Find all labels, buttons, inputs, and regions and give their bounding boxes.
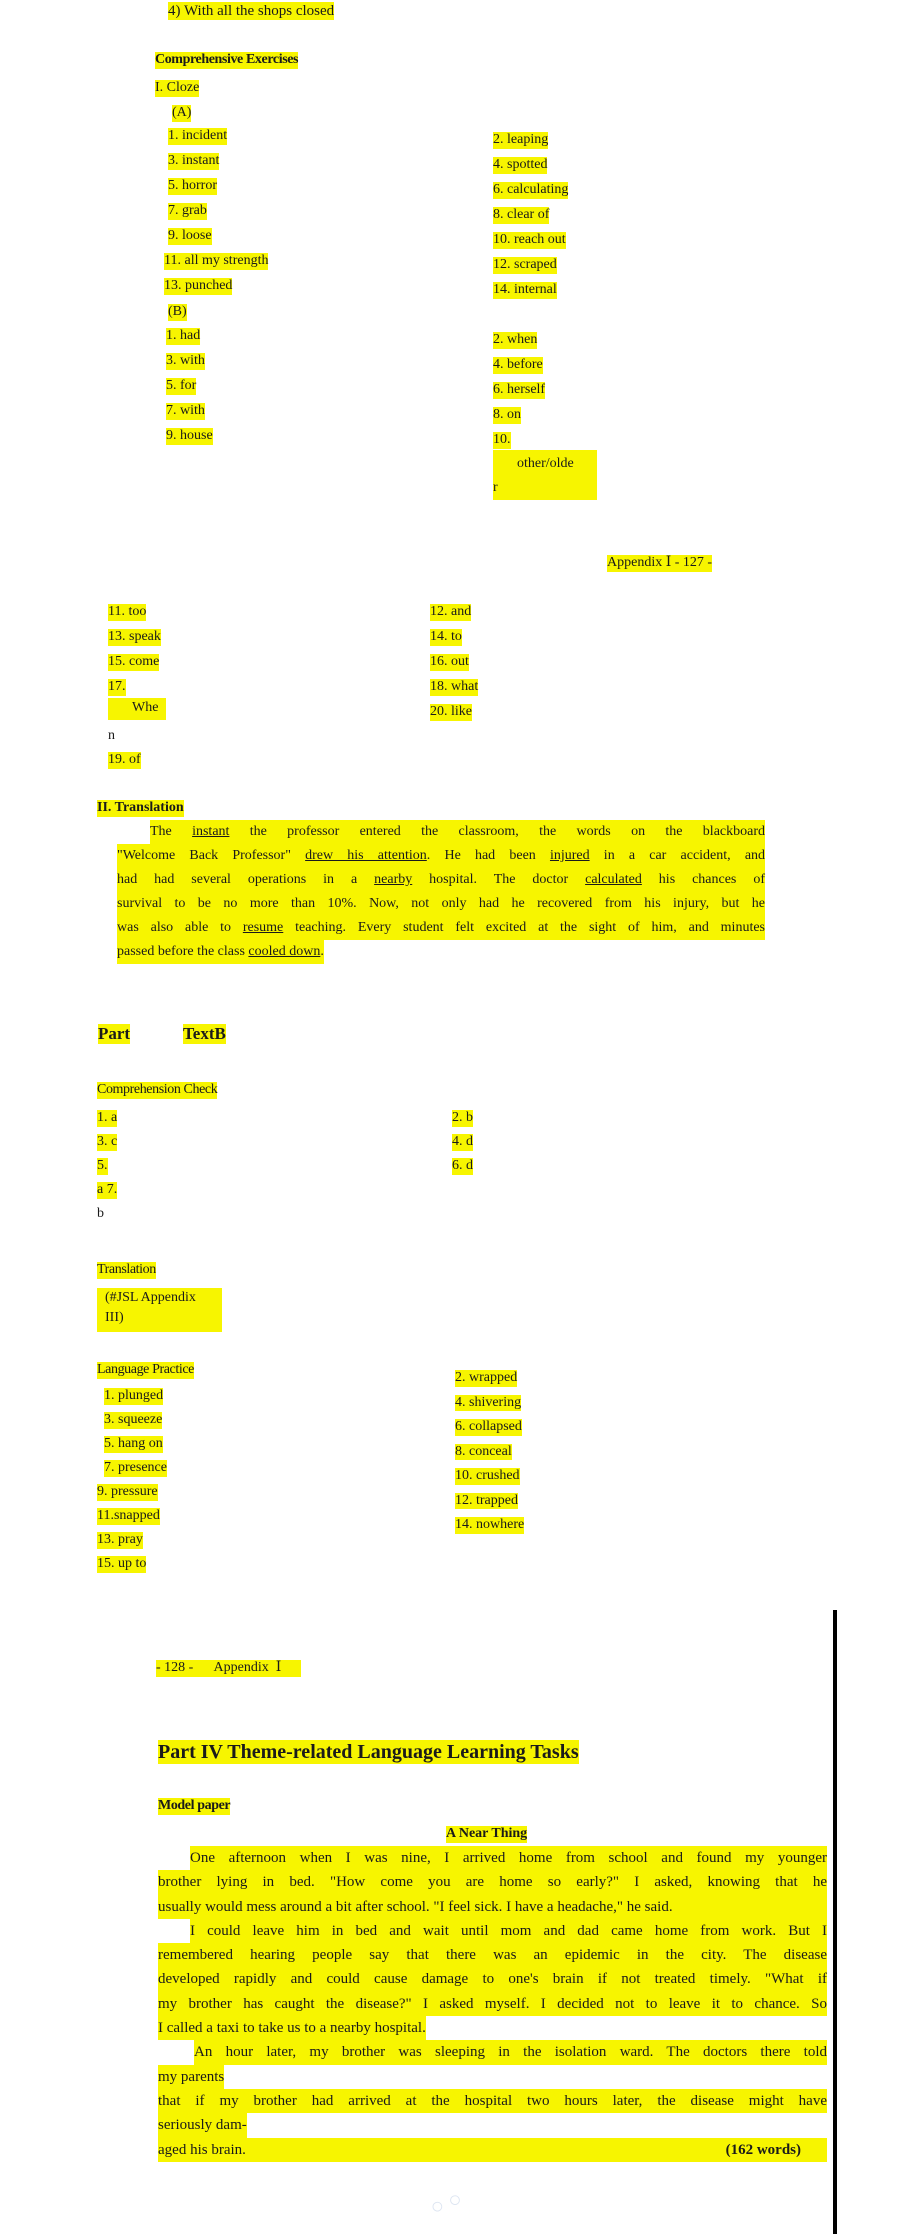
wrapped-answer-17 <box>108 698 166 720</box>
list-item: 14. to <box>430 629 462 644</box>
list-item: 20. like <box>430 704 472 719</box>
story-line: One afternoon when I was nine, I arrived home from school and found my younger <box>190 1846 827 1870</box>
list-item: 3. c <box>97 1134 118 1149</box>
list-item: 9. house <box>166 428 213 443</box>
list-item: 2. wrapped <box>455 1370 518 1385</box>
list-item: 17. <box>108 679 126 694</box>
wrapped-answer-17-line2: n <box>108 728 115 743</box>
list-item: 8. clear of <box>493 207 550 222</box>
list-item: 11. all my strength <box>164 253 269 268</box>
cloze-a-right-list <box>493 132 568 307</box>
language-practice-left-list <box>97 1388 167 1580</box>
list-item: 12. trapped <box>455 1492 518 1508</box>
cont-left-list <box>108 604 161 704</box>
translation-heading: II. Translation <box>97 800 184 815</box>
textb-label: TextB <box>183 1024 226 1043</box>
page-number-128: - 128 - Appendix Ⅰ <box>156 1660 301 1677</box>
list-item: 7. with <box>166 403 205 418</box>
story-line: I called a taxi to take us to a nearby hospital. <box>158 2016 426 2040</box>
story-line-final: aged his brain. (162 words) <box>158 2138 827 2162</box>
wrapped-answer-17-line1: Whe <box>132 700 159 715</box>
translation-line-5: was also able to resume teaching. Every student felt excited at the sight of him, and minutes <box>117 916 765 940</box>
list-item: 12. and <box>430 604 472 619</box>
watermark-stamp: ○ ○ <box>426 2185 466 2220</box>
list-item: 13. speak <box>108 629 161 644</box>
list-item: 3. with <box>166 353 205 368</box>
list-item: 4. shivering <box>455 1394 522 1410</box>
list-item: 12. scraped <box>493 257 557 272</box>
list-item: 15. up to <box>97 1556 147 1571</box>
list-item: 10. <box>493 432 511 447</box>
page-edge-bar <box>833 1610 837 2234</box>
list-item: 18. what <box>430 679 479 694</box>
comprehension-check-heading: Comprehension Check <box>97 1082 218 1097</box>
list-item: 5. hang on <box>104 1436 163 1451</box>
list-item: 6. calculating <box>493 182 569 197</box>
list-item: 9. pressure <box>97 1484 158 1499</box>
list-item: 10. crushed <box>455 1468 520 1483</box>
section-b-label: (B) <box>168 304 187 319</box>
word-count: (162 words) <box>725 2141 801 2158</box>
comprehensive-heading: Comprehensive Exercises <box>155 52 299 67</box>
translation2-heading: Translation <box>97 1262 156 1277</box>
wrapped-answer-line2: r <box>493 480 498 495</box>
list-item: 6. collapsed <box>455 1419 522 1434</box>
part4-title: Part IV Theme-related Language Learning Tasks <box>158 1741 579 1763</box>
list-item: 2. leaping <box>493 132 549 147</box>
translation-line-6: passed before the class cooled down. <box>117 940 324 964</box>
story-title: A Near Thing <box>446 1826 528 1841</box>
list-item: a 7. <box>97 1182 118 1197</box>
list-item: 5. <box>97 1158 108 1173</box>
story-line: seriously dam- <box>158 2113 247 2137</box>
list-item: 7. presence <box>104 1460 167 1475</box>
story-line: that if my brother had arrived at the hospital two hours later, the disease might have <box>158 2089 827 2113</box>
part-label: Part <box>98 1024 131 1043</box>
list-item: 19. of <box>108 752 141 767</box>
translation-paragraph <box>117 820 765 964</box>
language-practice-right-list <box>455 1370 524 1542</box>
translation2-note-line2: III) <box>105 1310 124 1325</box>
story-line: remembered hearing people say that there was an epidemic in the city. The disease <box>158 1943 827 1967</box>
translation-line-4: survival to be no more than 10%. Now, not only had he recovered from his injury, but he <box>117 892 765 916</box>
list-item: 1. had <box>166 328 201 343</box>
list-item: 1. plunged <box>104 1388 164 1403</box>
cloze-title: I. Cloze <box>155 80 200 95</box>
story-line: brother lying in bed. "How come you are home so early?" I asked, knowing that he <box>158 1870 827 1894</box>
list-item: 4. spotted <box>493 157 548 172</box>
list-item: 1. a <box>97 1110 118 1125</box>
list-item: 8. conceal <box>455 1443 512 1459</box>
translation2-note-line1: (#JSL Appendix <box>105 1290 196 1305</box>
page-number-127: Appendix Ⅰ - 127 - <box>607 555 713 570</box>
translation2-note <box>97 1288 222 1332</box>
wrapped-answer-block <box>493 450 597 500</box>
list-item: 11.snapped <box>97 1508 160 1523</box>
list-item: 16. out <box>430 654 469 669</box>
list-item: 11. too <box>108 604 147 619</box>
list-item: 14. internal <box>493 282 557 297</box>
model-paper-label: Model paper <box>158 1798 231 1813</box>
comprehension-left-list <box>97 1110 117 1230</box>
translation-line-3: had had several operations in a nearby hospital. The doctor calculated his chances of <box>117 868 765 892</box>
list-item: 4. before <box>493 357 543 372</box>
list-item: 1. incident <box>168 128 228 143</box>
cloze-a-left-list <box>164 128 269 303</box>
top-line: 4) With all the shops closed <box>168 3 335 19</box>
list-item: 6. d <box>452 1158 473 1173</box>
story-line: my parents <box>158 2065 224 2089</box>
wrapped-answer-line1: other/olde <box>517 456 574 471</box>
cont-right-list <box>430 604 478 729</box>
story-line: usually would mess around a bit after school. "I feel sick. I have a headache," he said. <box>158 1895 827 1919</box>
list-item: b <box>97 1206 104 1221</box>
story-line: I could leave him in bed and wait until mom and dad came home from work. But I <box>190 1919 827 1943</box>
list-item: 13. pray <box>97 1532 143 1547</box>
story-line: my brother has caught the disease?" I asked myself. I decided not to leave it to chance. So <box>158 1992 827 2016</box>
list-item: 4. d <box>452 1134 473 1149</box>
cloze-b-right-list <box>493 332 545 457</box>
list-item: 9. loose <box>168 228 212 243</box>
list-item: 5. for <box>166 378 197 393</box>
list-item: 6. herself <box>493 382 546 397</box>
list-item: 2. when <box>493 332 538 347</box>
model-story <box>158 1846 827 2162</box>
cloze-b-left-list <box>166 328 213 453</box>
list-item: 8. on <box>493 407 521 422</box>
list-item: 15. come <box>108 654 160 669</box>
list-item: 3. squeeze <box>104 1412 163 1427</box>
translation-line-1: The instant the professor entered the classroom, the words on the blackboard <box>150 820 765 844</box>
list-item: 10. reach out <box>493 232 566 247</box>
list-item: 14. nowhere <box>455 1517 525 1532</box>
story-line: An hour later, my brother was sleeping in the isolation ward. The doctors there told <box>194 2040 827 2064</box>
list-item: 5. horror <box>168 178 217 193</box>
story-line: developed rapidly and could cause damage to one's brain if not treated timely. "What if <box>158 1967 827 1991</box>
list-item: 7. grab <box>168 203 207 218</box>
list-item: 2. b <box>452 1110 473 1125</box>
list-item: 3. instant <box>168 153 220 168</box>
section-a-label: (A) <box>172 105 192 120</box>
translation-line-2: "Welcome Back Professor" drew his attention. He had been injured in a car accident, and <box>117 844 765 868</box>
comprehension-right-list <box>452 1110 473 1182</box>
list-item: 13. punched <box>164 278 233 293</box>
language-practice-heading: Language Practice <box>97 1362 194 1377</box>
